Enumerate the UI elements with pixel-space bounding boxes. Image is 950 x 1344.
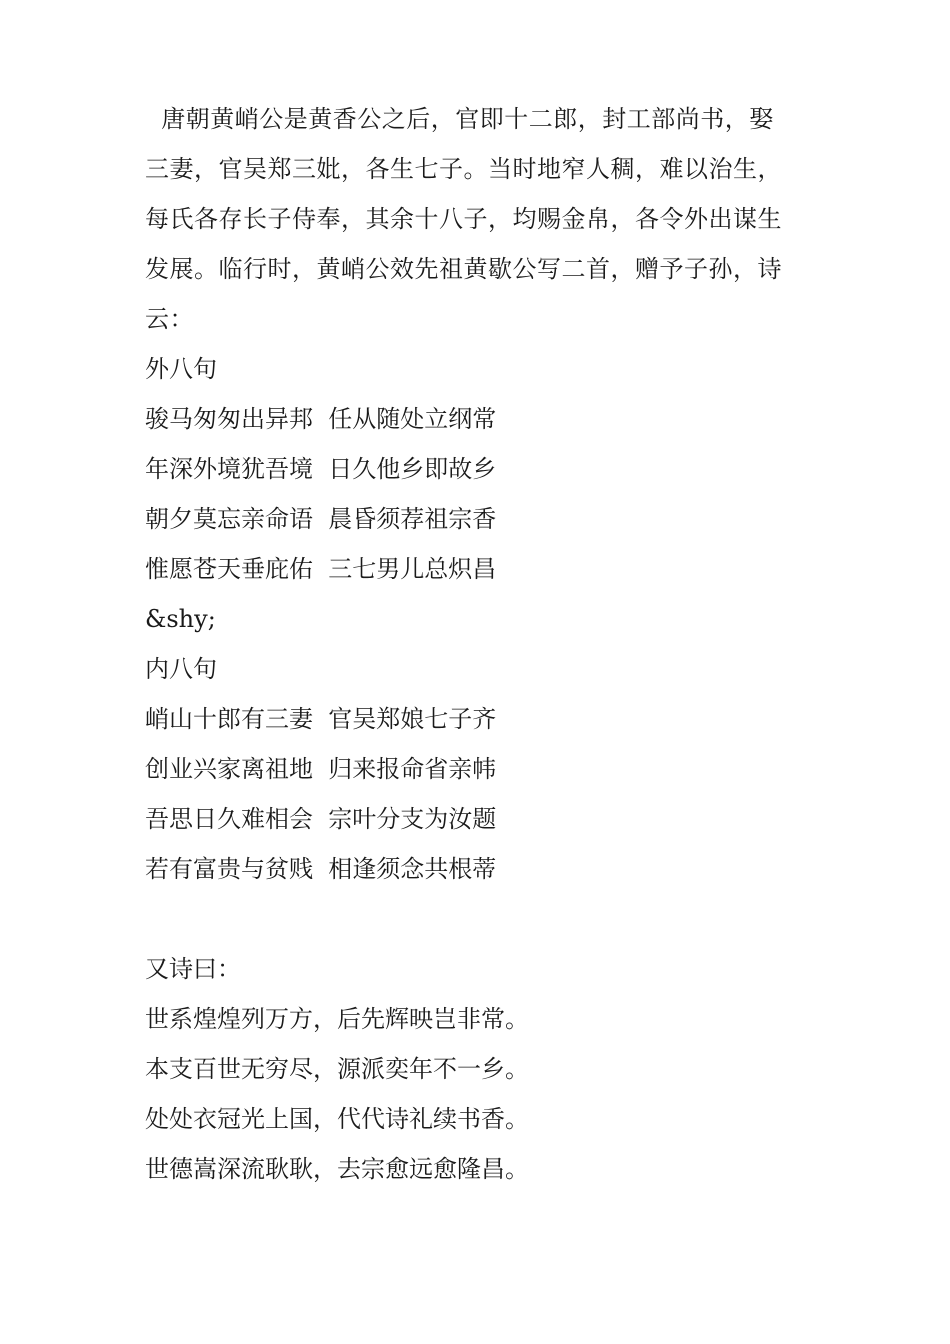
outer-poem-title: 外八句: [145, 355, 217, 383]
inner-poem-title: 内八句: [145, 655, 217, 683]
closing-poem: [145, 944, 810, 1194]
poem-line: 世德嵩深流耿耿，去宗愈远愈隆昌。: [145, 1155, 529, 1183]
poem-line: 创业兴家离祖地 归来报命省亲帏: [145, 755, 497, 783]
intro-line: 唐朝黄峭公是黄香公之后，官即十二郎，封工部尚书，娶: [145, 105, 774, 133]
shy-entity-text: &shy;: [145, 605, 216, 633]
intro-line: 云：: [145, 305, 194, 333]
intro-line: 三妻，官吴郑三妣，各生七子。当时地窄人稠，难以治生，: [145, 155, 782, 183]
inner-poem: [145, 644, 810, 894]
poem-line: 朝夕莫忘亲命语 晨昏须荐祖宗香: [145, 505, 497, 533]
poem-line: 吾思日久难相会 宗叶分支为汝题: [145, 805, 497, 833]
poem-line: 处处衣冠光上国，代代诗礼续书香。: [145, 1105, 529, 1133]
closing-poem-title: 又诗曰：: [145, 955, 241, 983]
document-body: [145, 94, 810, 1194]
intro-paragraph: [145, 94, 810, 344]
intro-line: 发展。临行时，黄峭公效先祖黄歇公写二首，赠予子孙，诗: [145, 255, 782, 283]
poem-line: 世系煌煌列万方，后先辉映岂非常。: [145, 1005, 529, 1033]
poem-line: 惟愿苍天垂庇佑 三七男儿总炽昌: [145, 555, 497, 583]
poem-line: 年深外境犹吾境 日久他乡即故乡: [145, 455, 497, 483]
blank-line: [145, 894, 810, 944]
poem-line: 骏马匆匆出异邦 任从随处立纲常: [145, 405, 497, 433]
outer-poem: [145, 344, 810, 594]
intro-line: 每氏各存长子侍奉，其余十八子，均赐金帛，各令外出谋生: [145, 205, 782, 233]
poem-line: 本支百世无穷尽，源派奕年不一乡。: [145, 1055, 529, 1083]
poem-line: 峭山十郎有三妻 官吴郑娘七子齐: [145, 705, 497, 733]
poem-line: 若有富贵与贫贱 相逢须念共根蒂: [145, 855, 497, 883]
